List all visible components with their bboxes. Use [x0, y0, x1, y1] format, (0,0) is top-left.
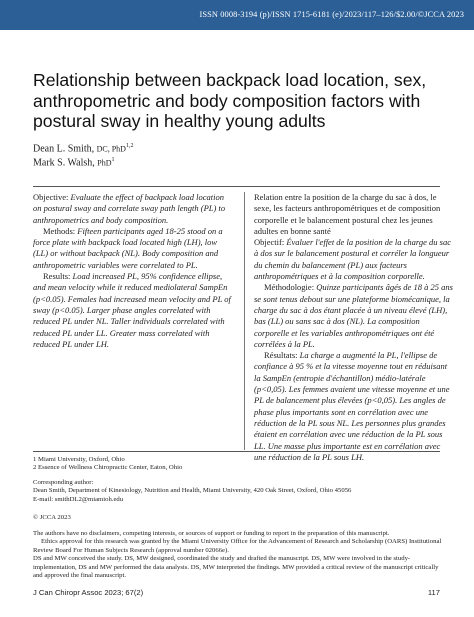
issn-line: ISSN 0008-3194 (p)/ISSN 1715-6181 (e)/2023/117–126/$2.00/©JCCA 2023 — [199, 10, 464, 19]
methods-label: Methods: — [43, 225, 78, 236]
corresponding-author — [33, 479, 453, 504]
methodologie-label: Méthodologie: — [264, 282, 317, 293]
affiliation-2: 2 Essence of Wellness Chiropractic Center, Eaton, Ohio — [33, 464, 183, 472]
author-1 — [33, 141, 333, 155]
abstract-bottom-rule — [33, 451, 440, 452]
column-divider — [244, 192, 245, 450]
author-1-name: Dean L. Smith, — [33, 143, 97, 155]
corresponding-address: Dean Smith, Department of Kinesiology, Nutrition and Health, Miami University, 420 Oak Street, Oxford, Ohio 45056 — [33, 487, 352, 495]
author-2-affil: 1 — [111, 156, 115, 163]
corresponding-label: Corresponding author: — [33, 479, 94, 486]
journal-citation: J Can Chiropr Assoc 2023; 67(2) — [33, 588, 144, 597]
objective-label: Objective: — [33, 192, 71, 202]
objective-text: Evaluate the effect of backpack load location on postural sway and correlate sway path length (PL) to anthropometrics and body composition. — [33, 192, 226, 225]
author-2-name: Mark S. Walsh, — [33, 157, 98, 169]
author-2 — [33, 155, 333, 169]
results-text: Load increased PL, 95% confidence ellipse, and mean velocity while it reduced mediolateral SampEn (p<0.05). Females had increased mean velocity and PL of sway (p<0.05). Larger phase angles correlated with reduced PL under NL. Taller individuals correlated with reduced PL under LL. Greater mass correlated with reduced PL under LH. — [33, 271, 231, 349]
resultats-label: Résultats: — [264, 350, 300, 361]
corresponding-email: E-mail: smithDL2@miamioh.edu — [33, 495, 124, 503]
article-title: Relationship between backpack load location, sex, anthropometric and body composition factors with postural sway in healthy young adults — [33, 70, 427, 131]
affiliations — [33, 456, 453, 473]
abstract-english — [33, 192, 233, 350]
abstract-french — [254, 192, 454, 463]
disclaimers — [33, 530, 443, 580]
affiliation-1: 1 Miami University, Oxford, Ohio — [33, 456, 125, 463]
disclaimer-ethics: Ethics approval for this research was granted by the Miami University Office for the Advancement of Research and Scholarship (OARS) Institutional Review Board For Human Subjects Research (approval number 02066e). — [33, 538, 442, 554]
disclaimer-contributions: DS and MW conceived the study. DS, MW designed, coordinated the study and drafted the manuscript. DS, MW were involved in the study-implementation, DS and MW performed the data analysis. DS, MW interpreted the findings. MW provided a critical review of the manuscript critically and approved the final manuscript. — [33, 555, 439, 580]
resultats-text: La charge a augmenté la PL, l'ellipse de confiance à 95 % et la vitesse moyenne tout en réduisant la SampEn (entropie d'échantillon) médio-latérale (p<0,05). Les femmes avaient une vitesse moyenne et une PL de balancement plus élevées (p<0,05). Les angles de phase plus importants sont en corrélation avec une réduction de la PL sous NL. Les personnes plus grandes étaient en corrélation avec une réduction de la PL sous LL. Une masse plus importante est en corrélation avec une réduction de la PL sous LH. — [254, 350, 450, 462]
author-1-degree: DC, PhD — [96, 144, 126, 154]
objectif-text: Évaluer l'effet de la position de la charge du sac à dos sur le balancement postural et corréler la longueur du chemin du balancement (PL) aux facteurs anthropométriques et à la composition corporelle. — [254, 237, 451, 282]
disclaimer-funding: The authors have no disclaimers, competing interests, or sources of support or funding to report in the preparation of this manuscript. — [33, 530, 390, 537]
methodologie-text: Quinze participants âgés de 18 à 25 ans se sont tenus debout sur une plateforme biomécanique, la charge du sac à dos étant placée à un niveau élevé (LH), bas (LL) ou sans sac à dos (NL). La composition corporelle et les variables anthropométriques ont été corrélées à la PL. — [254, 282, 453, 349]
french-title: Relation entre la position de la charge du sac à dos, le sexe, les facteurs anthropométriques et de composition corporelle et le balancement postural chez les jeunes adultes en bonne santé — [254, 192, 441, 236]
author-list — [33, 141, 333, 169]
author-2-degree: PhD — [97, 158, 112, 168]
objectif-label: Objectif: — [254, 237, 287, 248]
abstract-top-rule — [33, 186, 440, 187]
methods-text: Fifteen participants aged 18-25 stood on a force plate with backpack load located high (LH), low (LL) or without backpack (NL). Body composition and anthropometric variables were correlated to PL. — [33, 225, 223, 270]
results-label: Results: — [43, 271, 73, 282]
copyright: © JCCA 2023 — [33, 514, 71, 521]
page-number: 117 — [427, 588, 440, 597]
author-1-affil: 1,2 — [125, 143, 134, 149]
